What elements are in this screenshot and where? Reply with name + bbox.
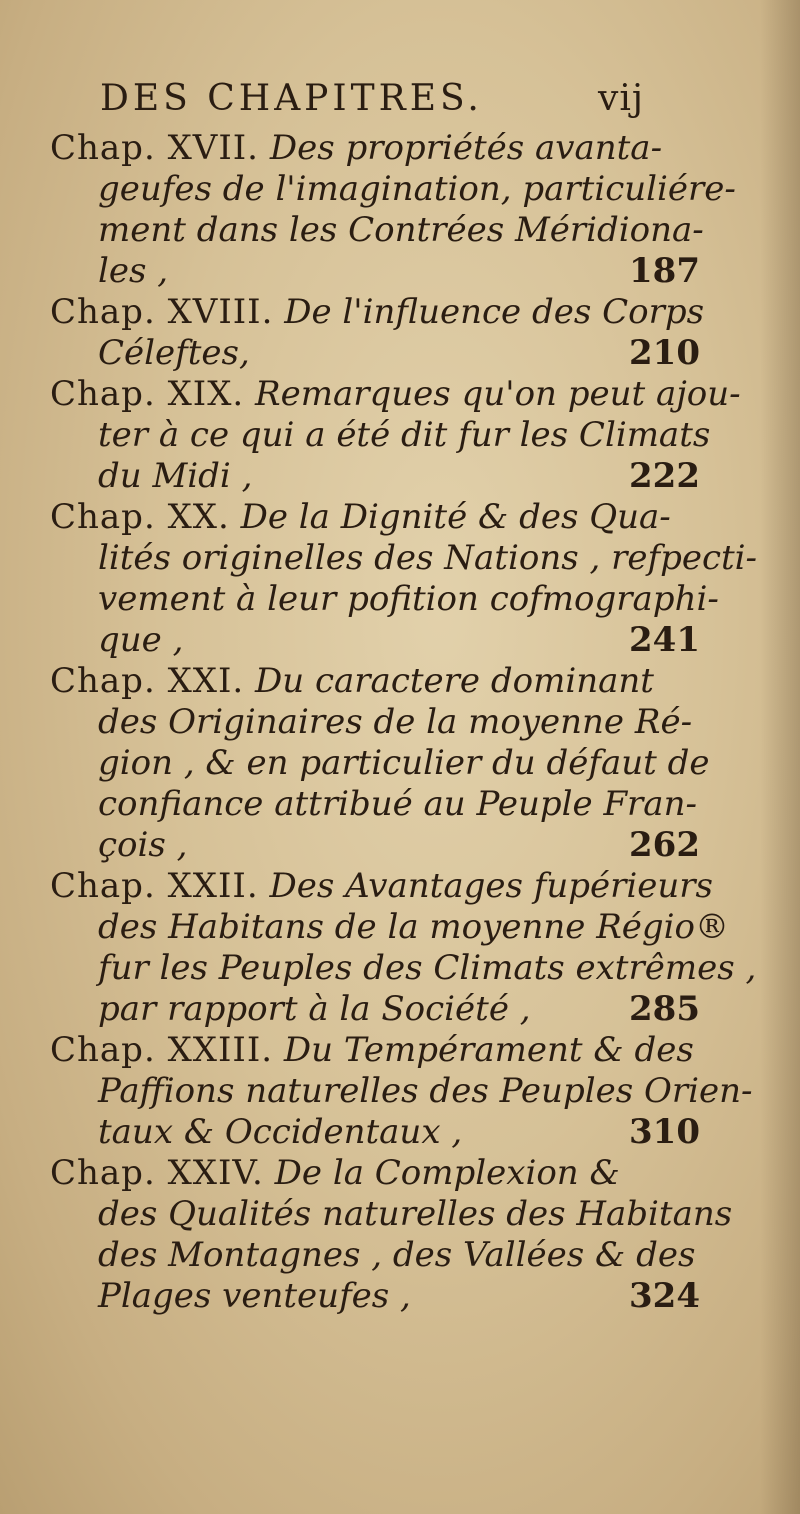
page-number: 262: [629, 825, 700, 865]
entry-line: par rapport à la Société ,: [98, 989, 531, 1029]
toc-entry-chap-22: [50, 866, 757, 1030]
entry-line: gion , & en particulier du défaut de: [98, 743, 710, 783]
folio: vij: [598, 78, 645, 119]
entry-line: De la Dignité & des Qua-: [240, 497, 671, 537]
entry-line: Céleftes,: [98, 333, 250, 373]
entry-line: ment dans les Contrées Méridiona-: [98, 210, 704, 250]
entry-line: les ,: [98, 251, 169, 291]
entry-line: çois ,: [98, 825, 188, 865]
entry-line: confiance attribué au Peuple Fran-: [98, 784, 697, 824]
running-head: [100, 78, 660, 119]
entry-line: De l'influence des Corps: [284, 292, 705, 332]
entry-line: Des Avantages fupérieurs: [269, 866, 713, 906]
chapter-number: Chap. XX.: [50, 497, 230, 537]
toc-entry-chap-21: [50, 661, 710, 866]
entry-line: Plages venteufes ,: [98, 1276, 411, 1316]
page-edge-shadow: [760, 0, 800, 1514]
entry-line: des Montagnes , des Vallées & des: [98, 1235, 696, 1275]
chapter-number: Chap. XVII.: [50, 128, 259, 168]
entry-line: du Midi ,: [98, 456, 253, 496]
chapter-number: Chap. XVIII.: [50, 292, 274, 332]
page-number: 285: [629, 989, 700, 1029]
entry-line: geufes de l'imagination, particuliére-: [98, 169, 736, 209]
toc-entry-chap-20: [50, 497, 758, 661]
entry-line: Du Tempérament & des: [283, 1030, 694, 1070]
page-number: 324: [629, 1276, 700, 1316]
entry-line: des Qualités naturelles des Habitans: [98, 1194, 733, 1234]
toc-entry-chap-23: [50, 1030, 753, 1153]
page-number: 310: [629, 1112, 700, 1152]
page-number: 222: [629, 456, 700, 496]
chapter-number: Chap. XXI.: [50, 661, 245, 701]
toc-entry-chap-24: [50, 1153, 733, 1317]
entry-line: Remarques qu'on peut ajou-: [255, 374, 741, 414]
entry-line: ter à ce qui a été dit fur les Climats: [98, 415, 711, 455]
entry-line: vement à leur pofition cofmographi-: [98, 579, 719, 619]
entry-line: des Originaires de la moyenne Ré-: [98, 702, 693, 742]
entry-line: taux & Occidentaux ,: [98, 1112, 463, 1152]
entry-line: Des propriétés avanta-: [269, 128, 663, 168]
chapter-number: Chap. XXIII.: [50, 1030, 274, 1070]
entry-line: que ,: [98, 620, 184, 660]
entry-line: De la Complexion &: [274, 1153, 620, 1193]
page-number: 241: [629, 620, 700, 660]
chapter-number: Chap. XXII.: [50, 866, 259, 906]
page-number: 210: [629, 333, 700, 373]
toc-entry-chap-19: [50, 374, 741, 497]
entry-line: Paffions naturelles des Peuples Orien-: [98, 1071, 753, 1111]
page-number: 187: [629, 251, 700, 291]
toc-entry-chap-18: [50, 292, 705, 374]
chapter-number: Chap. XIX.: [50, 374, 245, 414]
entry-line: des Habitans de la moyenne Régio®: [98, 907, 730, 947]
entry-line: Du caractere dominant: [255, 661, 654, 701]
entry-line: lités originelles des Nations , refpecti-: [98, 538, 758, 578]
toc-entry-chap-17: [50, 128, 736, 292]
running-title: DES CHAPITRES.: [100, 78, 483, 119]
entry-line: fur les Peuples des Climats extrêmes ,: [98, 948, 757, 988]
chapter-number: Chap. XXIV.: [50, 1153, 264, 1193]
